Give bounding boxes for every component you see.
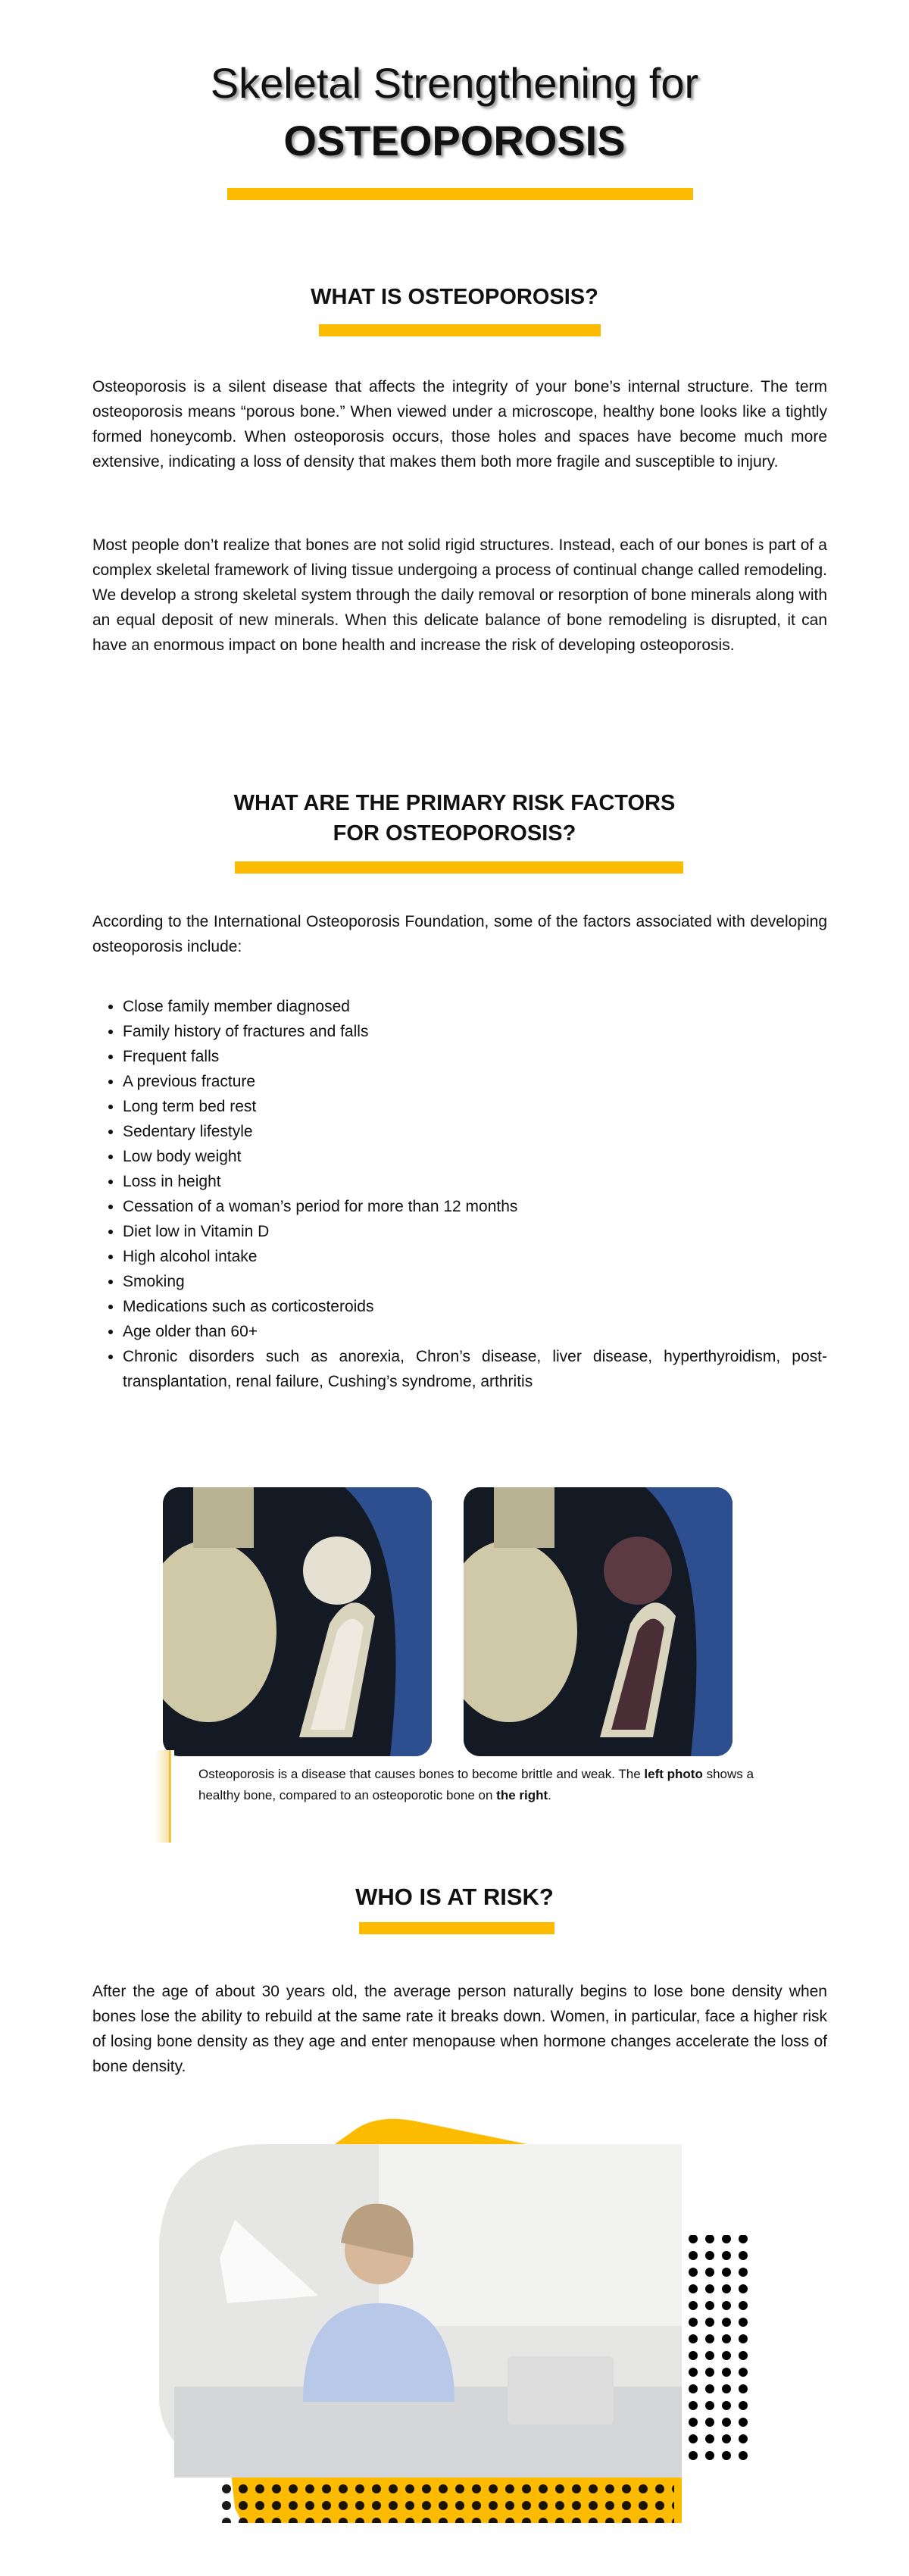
risk-factor-list (123, 994, 827, 1394)
healthy-bone-image (163, 1487, 432, 1756)
heading-line: FOR OSTEOPOROSIS? (333, 821, 576, 846)
caption-text: . (548, 1788, 551, 1802)
title-line2: OSTEOPOROSIS (283, 117, 626, 164)
section-heading-who-at-risk: WHO IS AT RISK? (355, 1884, 554, 1910)
risk-factor-item: • Sedentary lifestyle (123, 1119, 827, 1144)
risk-factor-item: • Frequent falls (123, 1044, 827, 1069)
risk-factor-item: • Loss in height (123, 1169, 827, 1194)
heading-underline (359, 1922, 554, 1934)
caption-accent-bar (155, 1750, 174, 1843)
section-heading-risk-factors (0, 788, 909, 849)
image-caption (198, 1764, 774, 1806)
risk-factor-item: • Cessation of a woman’s period for more than 12 months (123, 1194, 827, 1219)
risk-factor-item: • Chronic disorders such as anorexia, Chron’s disease, liver disease, hyperthyroidism, post-transplantation, renal failure, Cushing’s syndrome, arthritis (123, 1344, 827, 1394)
paragraph: After the age of about 30 years old, the average person naturally begins to lose bone density when bones lose the ability to rebuild at the same rate it breaks down. Women, in particular, face a higher risk of losing bone density as they age and enter menopause when hormone changes accelerate the loss of bone density. (92, 1983, 827, 2075)
woman-hot-flash-image (152, 2114, 773, 2538)
risk-factor-item: • Family history of fractures and falls (123, 1019, 827, 1044)
risk-factor-item: • Long term bed rest (123, 1094, 827, 1119)
risk-factor-item: • Smoking (123, 1269, 827, 1294)
risk-factor-item: • A previous fracture (123, 1069, 827, 1094)
risk-factor-item: • Medications such as corticosteroids (123, 1294, 827, 1319)
page-title (0, 55, 909, 170)
risk-factor-item: • Low body weight (123, 1144, 827, 1169)
risk-factor-item: • Age older than 60+ (123, 1319, 827, 1344)
heading-line: WHAT ARE THE PRIMARY RISK FACTORS (233, 791, 676, 815)
risk-factor-item: • Close family member diagnosed (123, 994, 827, 1019)
caption-text: shows a healthy bone, compared to an osteoporotic bone on (198, 1767, 754, 1802)
osteoporotic-bone-image (464, 1487, 733, 1756)
heading-underline (235, 861, 683, 874)
title-underline (227, 188, 693, 200)
title-line1: Skeletal Strengthening for (210, 59, 699, 107)
paragraph: Most people don’t realize that bones are not solid rigid structures. Instead, each of our bones is part of a complex skeletal framework of living tissue undergoing a process of continual change called remodeling. We develop a strong skeletal system through the daily removal or resorption of bone minerals along with an equal deposit of new minerals. When this delicate balance of bone remodeling is disrupted, it can have an enormous impact on bone health and increase the risk of developing osteoporosis. (92, 536, 827, 654)
paragraph: Osteoporosis is a silent disease that affects the integrity of your bone’s internal structure. The term osteoporosis means “porous bone.” When viewed under a microscope, healthy bone looks like a tightly formed honeycomb. When osteoporosis occurs, those holes and spaces have become much more extensive, indicating a loss of density that makes them both more fragile and susceptible to injury. (92, 378, 827, 470)
caption-text: Osteoporosis is a disease that causes bones to become brittle and weak. The (198, 1767, 645, 1781)
risk-factor-item: • High alcohol intake (123, 1244, 827, 1269)
caption-bold: the right (496, 1788, 548, 1802)
risk-intro: According to the International Osteoporosis Foundation, some of the factors associated with developing osteoporosis include: (92, 913, 827, 955)
heading-underline (319, 324, 601, 336)
risk-factor-item: • Diet low in Vitamin D (123, 1219, 827, 1244)
caption-bold: left photo (644, 1767, 703, 1781)
section-heading-what-is: WHAT IS OSTEOPOROSIS? (311, 285, 598, 309)
